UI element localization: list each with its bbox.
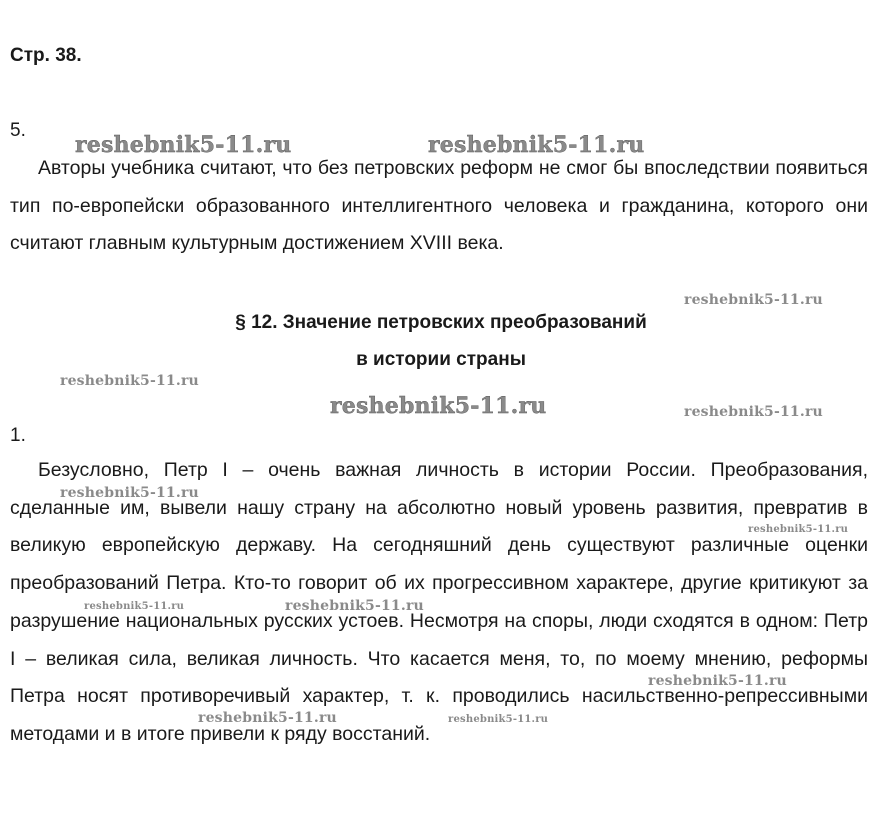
watermark: reshebnik5-11.ru: [648, 673, 787, 689]
watermark: reshebnik5-11.ru: [84, 601, 185, 612]
section-title-line-1: § 12. Значение петровских преобразований: [235, 312, 647, 333]
watermark: reshebnik5-11.ru: [75, 132, 292, 158]
watermark: reshebnik5-11.ru: [330, 393, 547, 419]
watermark: reshebnik5-11.ru: [684, 292, 823, 308]
watermark: reshebnik5-11.ru: [198, 710, 337, 726]
task-5-number: 5.: [10, 120, 26, 141]
watermark: reshebnik5-11.ru: [428, 132, 645, 158]
section-title-line-2: в истории страны: [356, 349, 526, 370]
watermark: reshebnik5-11.ru: [60, 373, 199, 389]
watermark: reshebnik5-11.ru: [285, 598, 424, 614]
task-1-text: Безусловно, Петр I – очень важная личность в истории России. Преобразования, сделанные им, вывели нашу страну на абсолютно новый уровень развития, превратив в великую европейскую державу. На сегодняшний день существуют различные оценки преобразований Петра. Кто-то говорит об их прогрессивном характере, другие критикуют за разрушение национальных русских устоев. Несмотря на споры, люди сходятся в одном: Петр I – великая сила, великая личность. Что касается меня, то, по моему мнению, реформы Петра носят противоречивый характер, т. к. проводились насильственно-репрессивными методами и в итоге привели к ряду восстаний.: [10, 459, 868, 745]
watermark: reshebnik5-11.ru: [60, 485, 199, 501]
watermark: reshebnik5-11.ru: [748, 524, 849, 535]
watermark: reshebnik5-11.ru: [684, 404, 823, 420]
watermark: reshebnik5-11.ru: [448, 714, 549, 725]
page-number: Стр. 38.: [10, 45, 82, 66]
task-1-number: 1.: [10, 425, 26, 446]
task-5-text: Авторы учебника считают, что без петровских реформ не смог бы впоследствии появиться тип по-европейски образованного интеллигентного человека и гражданина, которого они считают главным культурным достижением XVIII века.: [10, 157, 868, 255]
